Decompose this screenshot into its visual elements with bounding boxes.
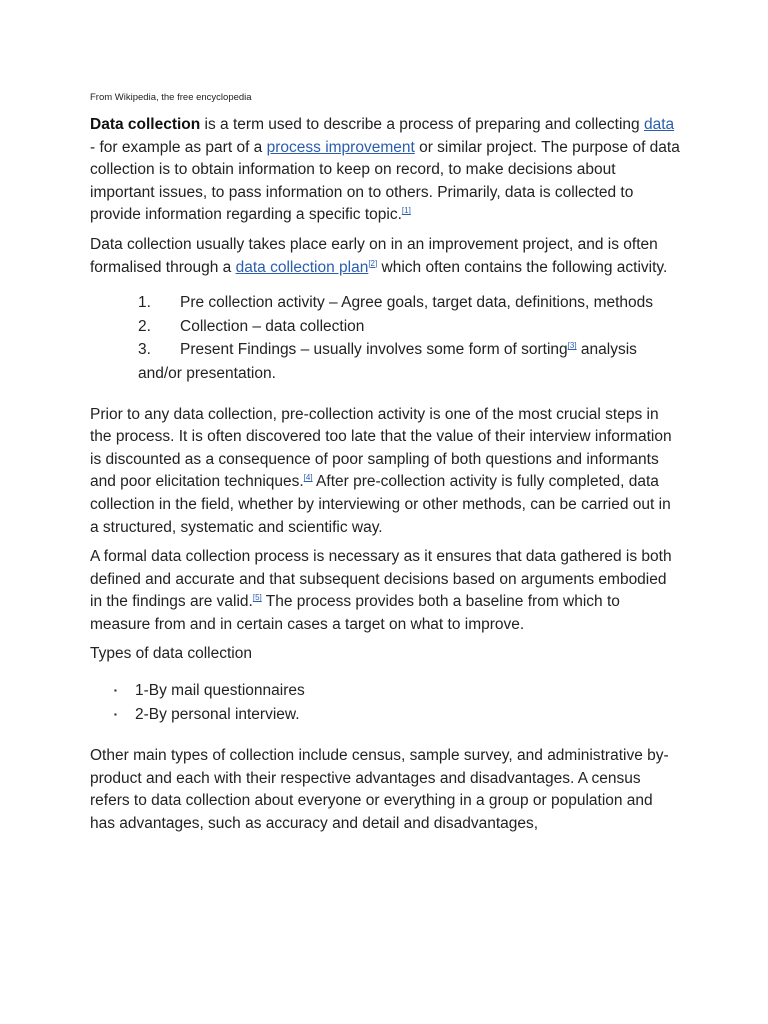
text-run: Prior to any data collection, pre-collection activity is one of the most crucial steps in the process. It is often discovered too late that the value of their interview information is discounted as a consequence of poor sampling of both questions and informants and poor elicitation techniques. [90,405,672,491]
text-run: A formal data collection process is necessary as it ensures that data gathered is both defined and accurate and that subsequent decisions based on arguments embodied in the findings are valid. [90,548,672,611]
plan-paragraph [90,234,680,279]
list-number: 1. [138,294,151,312]
list-text: 1-By mail questionnaires [135,682,305,700]
bullet-icon: ▪ [114,710,117,720]
activity-list [90,291,680,385]
intro-paragraph [90,114,680,227]
citation-2 [368,259,377,268]
list-number: 2. [138,317,151,335]
citation-3 [568,341,577,350]
formal-process-paragraph [90,546,680,636]
source-line: From Wikipedia, the free encyclopedia [90,92,252,103]
link-data-collection-plan[interactable]: data collection plan [235,258,369,276]
text-run: which often contains the following activity. [377,258,668,276]
list-item [138,315,680,339]
types-list [90,679,680,727]
link-data[interactable]: data [643,116,675,133]
text-run: or similar project. The purpose of data collection is to obtain information to keep on record, to make decisions about important issues, to pass information on to others. Primarily, data is collected to provide information regarding a specific topic. [90,138,680,224]
citation-5 [253,593,262,602]
pre-collection-paragraph [90,404,680,540]
article-body [90,92,680,842]
text-run: Data collection usually takes place early on in an improvement project, and is often formalised through a [90,235,658,276]
list-number: 3. [138,341,151,359]
citation-link-2[interactable]: [2] [368,258,378,268]
list-text: Pre collection activity – Agree goals, target data, definitions, methods [180,294,654,312]
list-text: Present Findings – usually involves some form of sorting [180,341,568,359]
citation-link-4[interactable]: [4] [303,473,313,483]
citation-link-5[interactable]: [5] [252,593,262,603]
text-run: The process provides both a baseline from which to measure from and in certain cases a target on what to improve. [90,593,620,633]
list-text: analysis and/or presentation. [138,341,637,382]
list-item [138,291,680,315]
citation-link-3[interactable]: [3] [567,341,577,351]
list-item [114,703,680,727]
citation-4 [304,473,313,482]
list-text: 2-By personal interview. [135,706,300,724]
text-run: After pre-collection activity is fully completed, data collection in the field, whether by interviewing or other methods, can be carried out in a structured, systematic and scientific way. [90,473,671,536]
bullet-icon: ▪ [114,686,117,696]
citation-1 [402,206,411,215]
link-process-improvement[interactable]: process improvement [266,138,415,156]
types-heading: Types of data collection [90,645,252,663]
text-run: is a term used to describe a process of preparing and collecting [200,116,644,133]
census-paragraph: Other main types of collection include census, sample survey, and administrative by-product and each with their respective advantages and disadvantages. A census refers to data collection about everyone or everything in a group or population and has advantages, such as accuracy and detail and disadvantages, [90,747,669,832]
term-heading: Data collection [90,116,201,133]
citation-link-1[interactable]: [1] [401,206,411,216]
list-item [114,679,680,703]
list-item [138,338,680,385]
text-run: - for example as part of a [90,138,267,156]
list-text: Collection – data collection [180,317,365,335]
